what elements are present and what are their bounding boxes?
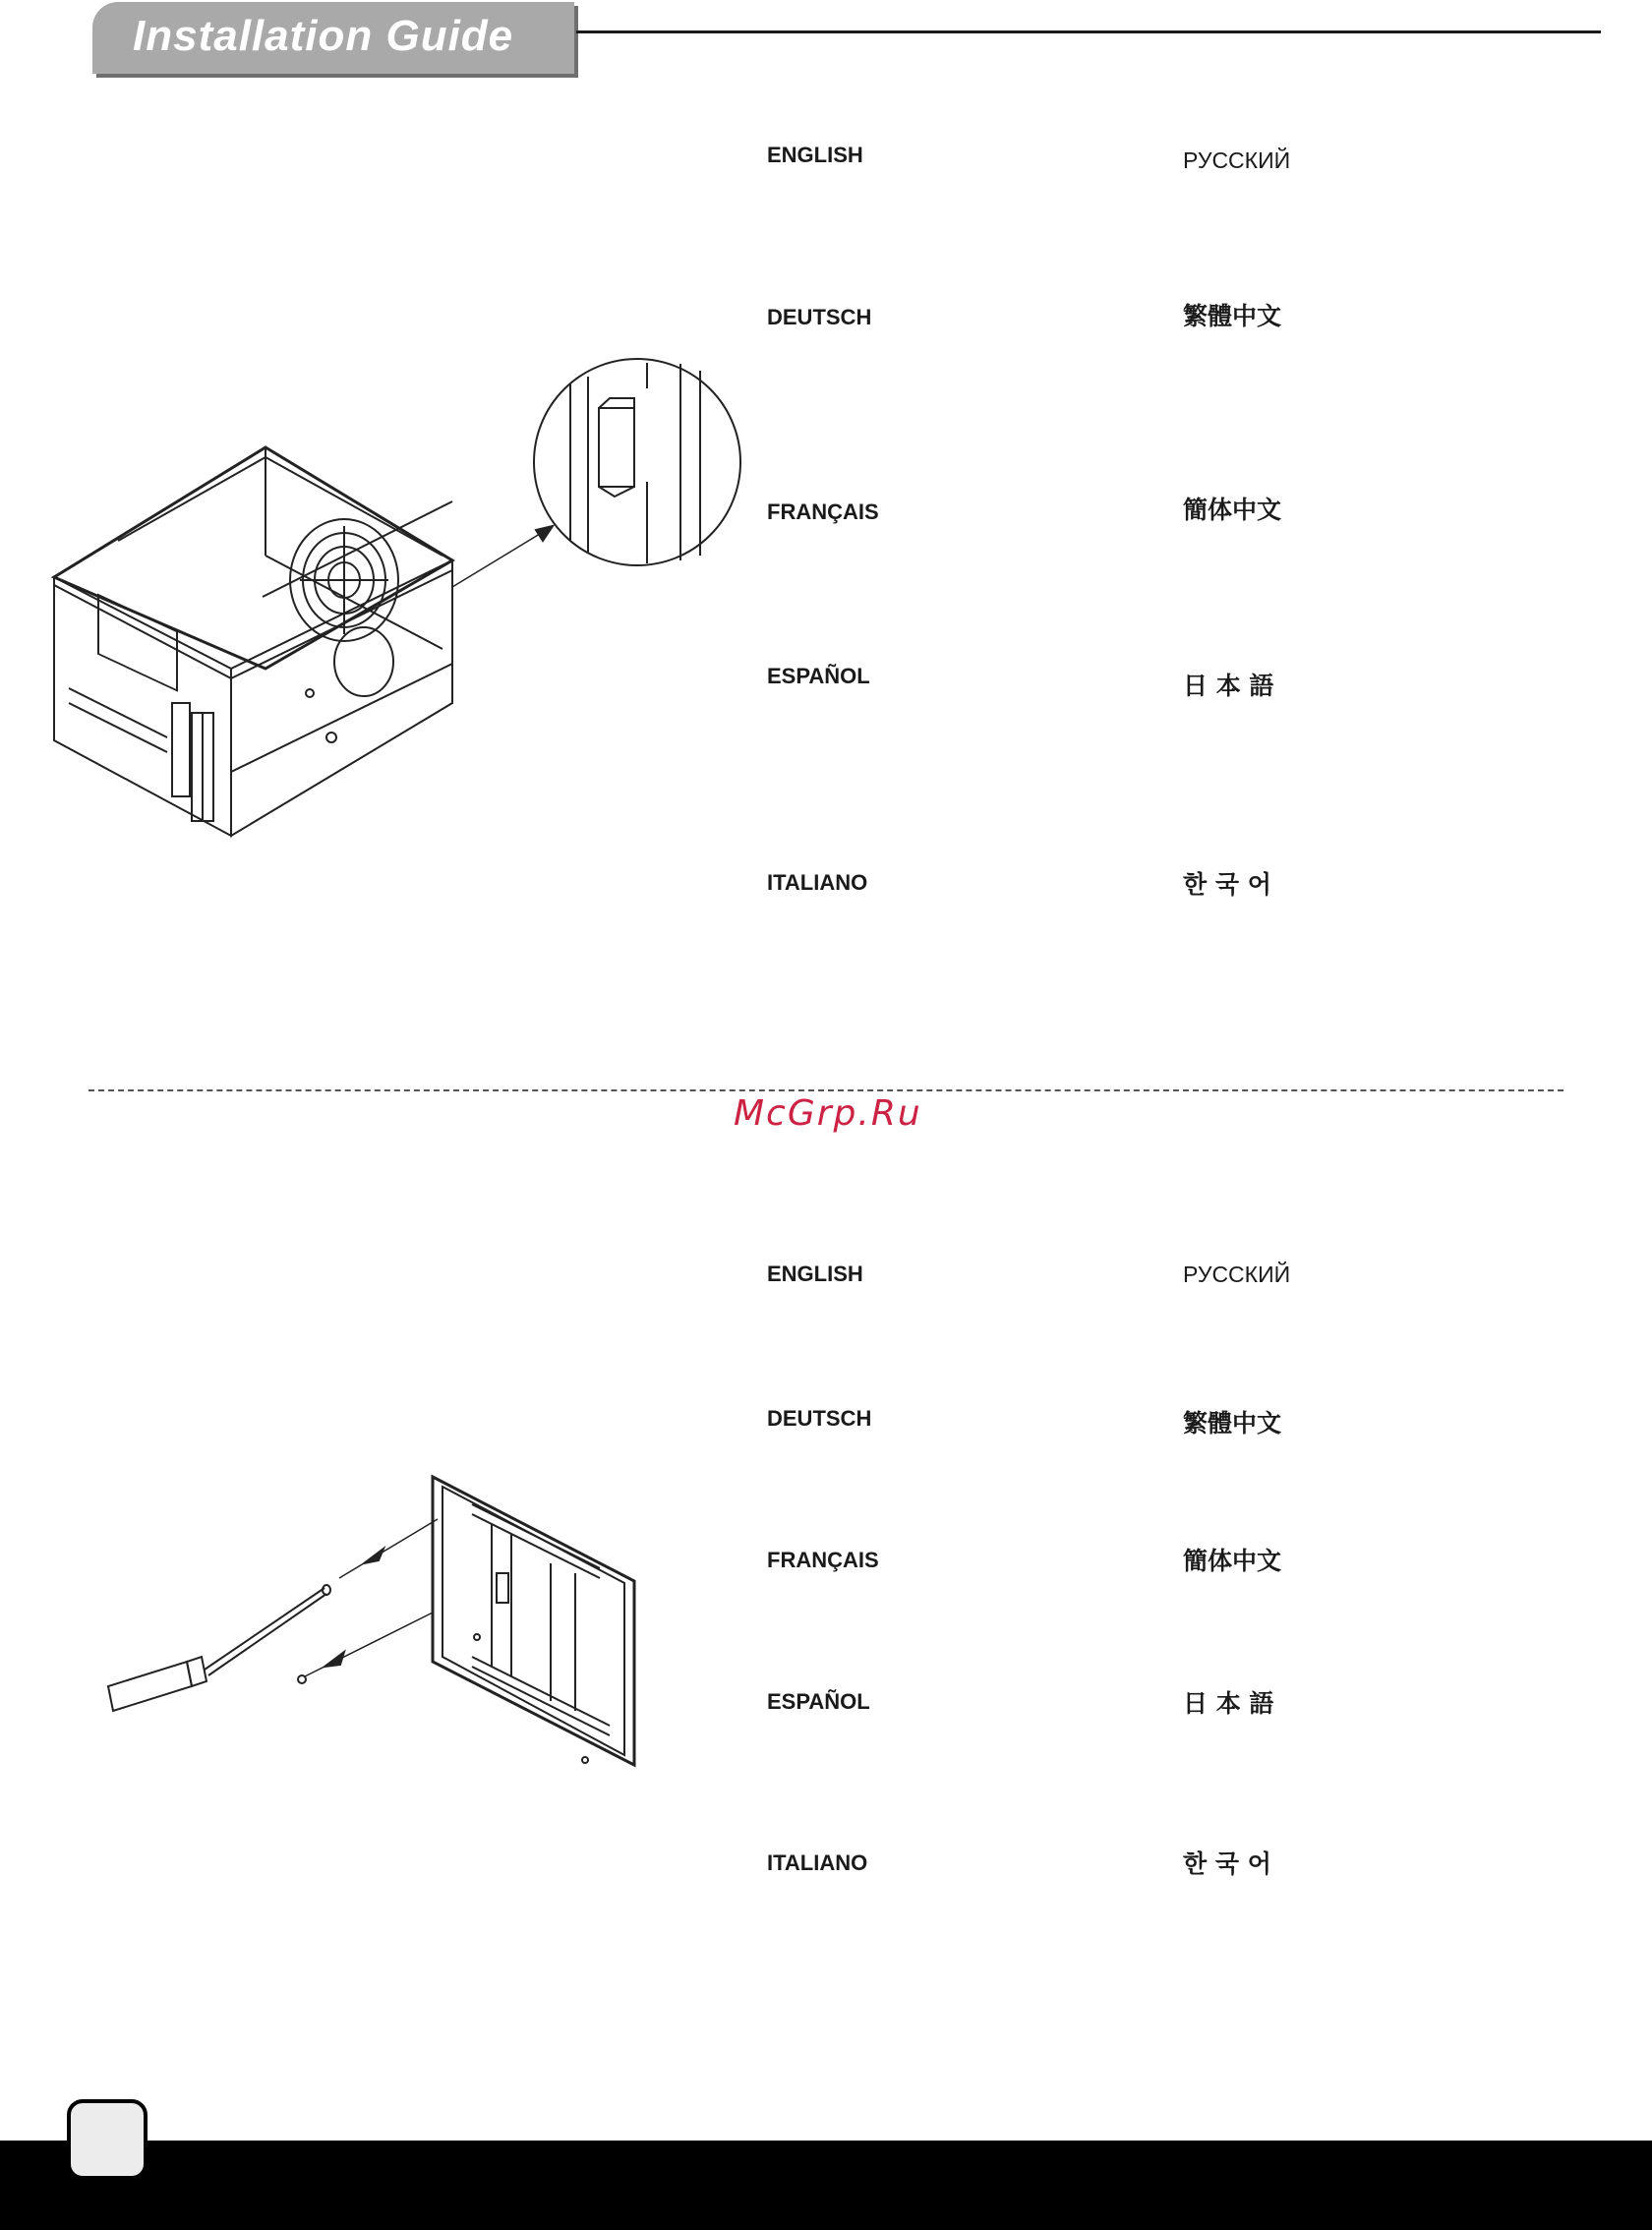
lang-japanese: 日 本 語 [1183, 672, 1274, 700]
screwdriver-icon [108, 1585, 330, 1711]
lang-francais: FRANÇAIS [767, 1548, 879, 1572]
lang-deutsch: DEUTSCH [767, 305, 872, 329]
case-illustration-1 [39, 349, 747, 860]
section-divider [88, 1089, 1564, 1091]
panel-illustration-2 [98, 1465, 649, 1780]
lang-deutsch: DEUTSCH [767, 1406, 872, 1431]
lang-francais: FRANÇAIS [767, 499, 879, 524]
lang-chinese-traditional: 繁體中文 [1183, 302, 1282, 330]
lang-japanese: 日 本 語 [1183, 1689, 1274, 1718]
page-number-badge [67, 2099, 148, 2180]
watermark: McGrp.Ru [734, 1093, 922, 1134]
lang-italiano: ITALIANO [767, 1850, 868, 1875]
footer-bar [0, 2141, 1652, 2230]
page-title: Installation Guide [133, 12, 514, 60]
lang-russian: РУССКИЙ [1183, 1262, 1291, 1287]
lang-russian: РУССКИЙ [1183, 147, 1291, 173]
lang-korean: 한 국 어 [1183, 870, 1271, 899]
lang-english: ENGLISH [767, 1262, 863, 1286]
lang-italiano: ITALIANO [767, 870, 868, 895]
lang-chinese-traditional: 繁體中文 [1183, 1409, 1282, 1438]
lang-english: ENGLISH [767, 143, 863, 167]
lang-espanol: ESPAÑOL [767, 664, 870, 688]
lang-korean: 한 국 어 [1183, 1849, 1271, 1878]
lang-espanol: ESPAÑOL [767, 1689, 870, 1714]
zoom-detail [534, 359, 740, 565]
lang-chinese-simplified: 簡体中文 [1183, 496, 1282, 524]
header-rule [576, 30, 1601, 33]
lang-chinese-simplified: 簡体中文 [1183, 1547, 1282, 1575]
